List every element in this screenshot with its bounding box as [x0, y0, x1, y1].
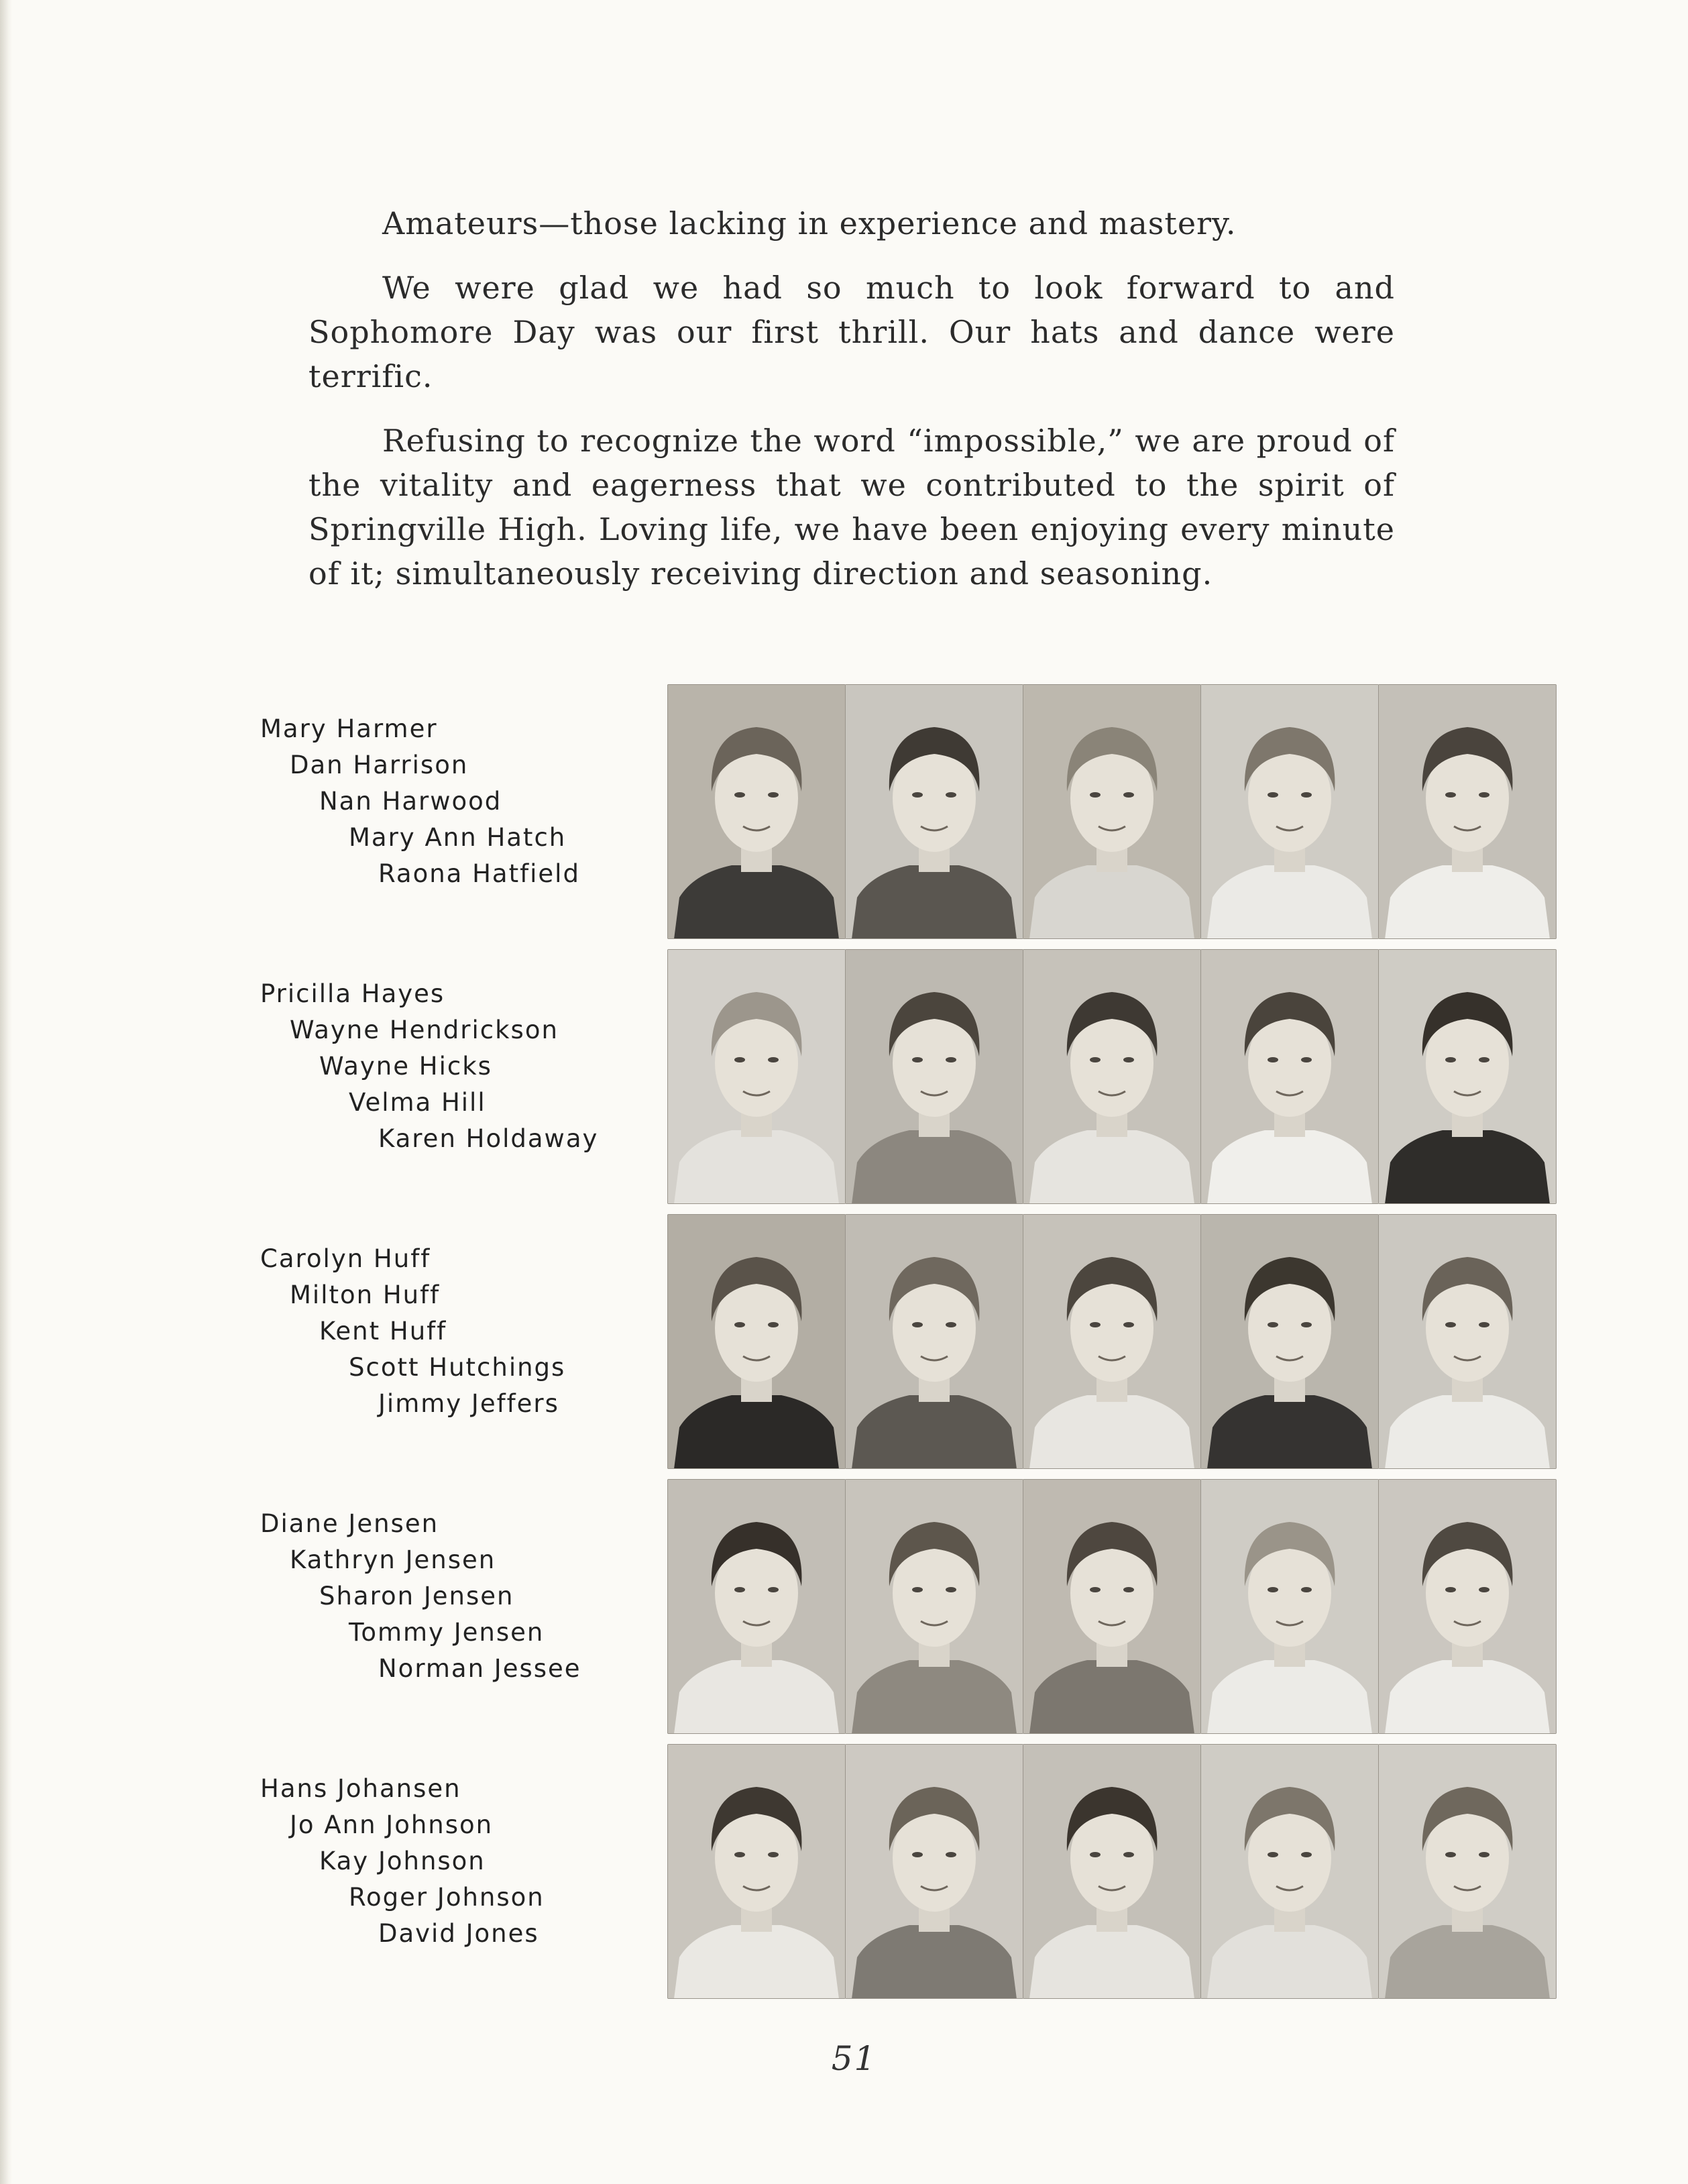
student-name: Velma Hill — [349, 1088, 486, 1117]
student-portrait — [1023, 1214, 1201, 1469]
student-portrait — [845, 1479, 1023, 1734]
student-name: Kent Huff — [319, 1317, 447, 1346]
photo-strip — [667, 949, 1553, 1204]
student-portrait — [845, 1744, 1023, 1999]
student-portrait — [667, 1479, 846, 1734]
portrait-row — [0, 949, 1688, 1204]
student-name: Roger Johnson — [349, 1883, 545, 1912]
student-portrait — [667, 684, 846, 939]
portrait-row — [0, 1214, 1688, 1469]
student-name: Sharon Jensen — [319, 1582, 514, 1610]
student-portrait — [845, 949, 1023, 1204]
name-list — [260, 1506, 636, 1687]
intro-text — [308, 201, 1395, 616]
student-portrait — [1200, 1214, 1379, 1469]
student-portrait — [845, 1214, 1023, 1469]
student-name: Kathryn Jensen — [290, 1545, 496, 1574]
intro-paragraph-1: Amateurs—those lacking in experience and mastery. — [382, 205, 1237, 241]
student-name: Mary Ann Hatch — [349, 823, 567, 852]
photo-strip — [667, 1214, 1553, 1469]
name-list — [260, 1771, 636, 1952]
student-name: Norman Jessee — [378, 1654, 581, 1683]
photo-strip — [667, 684, 1553, 939]
student-portrait — [1023, 1744, 1201, 1999]
name-list — [260, 711, 636, 892]
student-name: Wayne Hendrickson — [290, 1016, 559, 1044]
portrait-row — [0, 684, 1688, 939]
student-portrait — [667, 1214, 846, 1469]
name-list — [260, 976, 636, 1157]
student-portrait — [1378, 1214, 1557, 1469]
student-name: Raona Hatfield — [378, 859, 580, 888]
student-name: Carolyn Huff — [260, 1244, 431, 1273]
student-portrait — [1378, 949, 1557, 1204]
student-portrait — [1378, 1479, 1557, 1734]
student-name: Jo Ann Johnson — [290, 1810, 494, 1839]
portrait-row — [0, 1479, 1688, 1734]
student-name: Diane Jensen — [260, 1509, 439, 1538]
student-name: David Jones — [378, 1919, 539, 1948]
student-portrait — [1200, 684, 1379, 939]
student-portrait — [1378, 684, 1557, 939]
intro-paragraph-2: We were glad we had so much to look forward to and Sophomore Day was our first thrill. Our hats and dance were terrific. — [308, 270, 1395, 394]
intro-paragraph-3: Refusing to recognize the word “impossible,” we are proud of the vitality and eagerness that we contributed to the spirit of Springville High. Loving life, we have been enjoying every minute of it; simultaneously receiving direction and seasoning. — [308, 423, 1395, 592]
student-name: Scott Hutchings — [349, 1353, 566, 1382]
photo-strip — [667, 1479, 1553, 1734]
student-name: Tommy Jensen — [349, 1618, 545, 1647]
student-portrait — [667, 1744, 846, 1999]
student-name: Wayne Hicks — [319, 1052, 492, 1081]
name-list — [260, 1241, 636, 1422]
student-portrait — [1378, 1744, 1557, 1999]
portrait-row — [0, 1744, 1688, 1999]
student-name: Karen Holdaway — [378, 1124, 599, 1153]
student-name: Kay Johnson — [319, 1847, 486, 1875]
student-portrait — [1200, 1479, 1379, 1734]
student-portrait — [1200, 949, 1379, 1204]
page-number: 51 — [831, 2039, 877, 2078]
student-portrait — [1023, 684, 1201, 939]
student-name: Mary Harmer — [260, 714, 438, 743]
student-portrait — [1023, 949, 1201, 1204]
student-portrait — [1200, 1744, 1379, 1999]
student-name: Jimmy Jeffers — [378, 1389, 559, 1418]
photo-strip — [667, 1744, 1553, 1999]
student-name: Pricilla Hayes — [260, 979, 445, 1008]
student-name: Milton Huff — [290, 1280, 441, 1309]
student-portrait — [667, 949, 846, 1204]
student-name: Dan Harrison — [290, 751, 469, 779]
student-portrait — [845, 684, 1023, 939]
student-name: Nan Harwood — [319, 787, 502, 816]
student-portrait — [1023, 1479, 1201, 1734]
student-name: Hans Johansen — [260, 1774, 461, 1803]
